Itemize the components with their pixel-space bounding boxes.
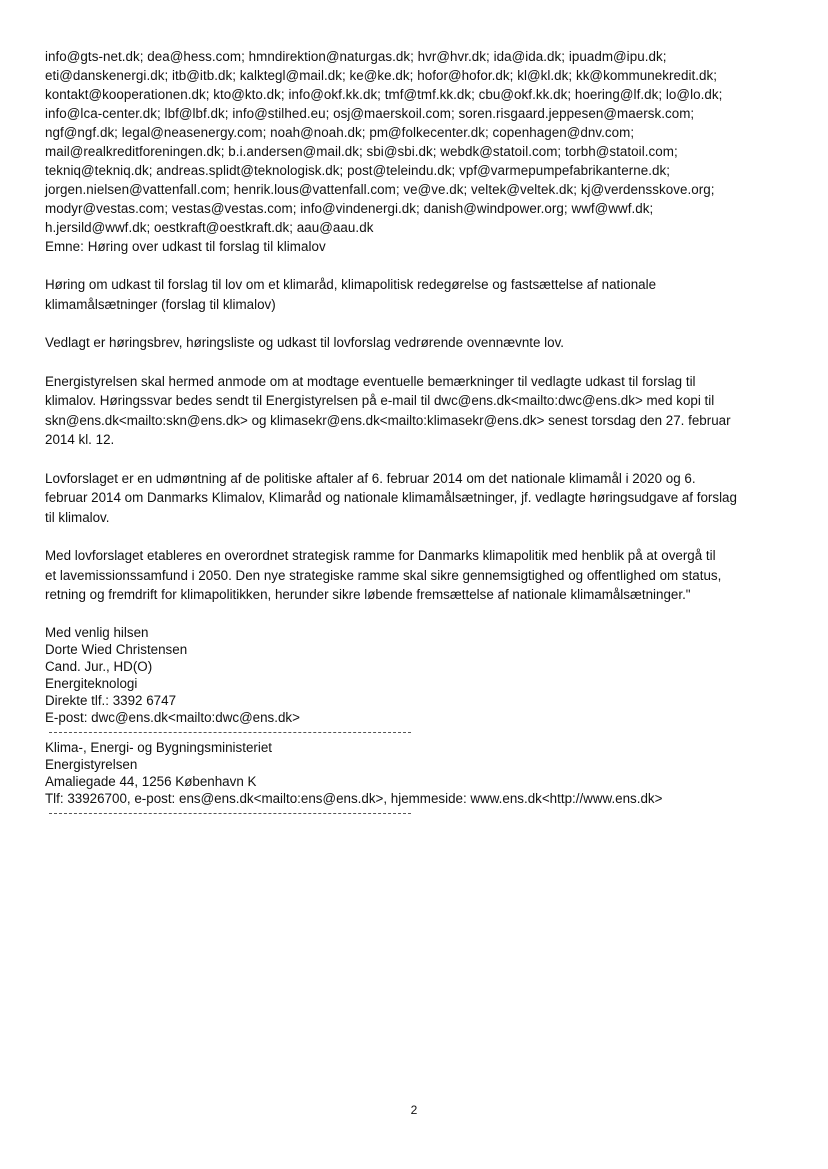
paragraph-heading bbox=[45, 275, 790, 314]
divider bbox=[49, 732, 411, 733]
signature-line: Energiteknologi bbox=[45, 675, 138, 691]
paragraph-line: Vedlagt er høringsbrev, høringsliste og udkast til lovforslag vedrørende ovennævnte lov. bbox=[45, 335, 565, 350]
recipients-line: ngf@ngf.dk; legal@neasenergy.com; noah@noah.dk; pm@folkecenter.dk; copenhagen@dnv.com; bbox=[45, 125, 635, 140]
divider bbox=[49, 813, 411, 814]
paragraph-line: Med lovforslaget etableres en overordnet strategisk ramme for Danmarks klimapolitik med henblik på at overgå til bbox=[45, 548, 716, 563]
paragraph-line: februar 2014 om Danmarks Klimalov, Klimaråd og nationale klimamålsætninger, jf. vedlagte høringsudgave af forslag bbox=[45, 490, 737, 505]
paragraph-line: skn@ens.dk<mailto:skn@ens.dk> og klimasekr@ens.dk<mailto:klimasekr@ens.dk> senest torsdag den 27. februar bbox=[45, 412, 731, 428]
signature-line: E-post: dwc@ens.dk<mailto:dwc@ens.dk> bbox=[45, 709, 300, 725]
signature-line: Direkte tlf.: 3392 6747 bbox=[45, 692, 177, 708]
paragraph-line: Høring om udkast til forslag til lov om et klimaråd, klimapolitisk redegørelse og fastsættelse af nationale bbox=[45, 277, 657, 292]
organization-line: Energistyrelsen bbox=[45, 756, 138, 772]
document-page bbox=[45, 47, 790, 820]
signature-line: Cand. Jur., HD(O) bbox=[45, 658, 153, 674]
signature-line: Med venlig hilsen bbox=[45, 624, 149, 640]
organization-block bbox=[45, 739, 790, 807]
paragraph-line: klimamålsætninger (forslag til klimalov) bbox=[45, 296, 276, 312]
recipients-line: modyr@vestas.com; vestas@vestas.com; info@vindenergi.dk; danish@windpower.org; wwf@wwf.dk; bbox=[45, 201, 654, 216]
recipients-line: info@gts-net.dk; dea@hess.com; hmndirektion@naturgas.dk; hvr@hvr.dk; ida@ida.dk; ipuadm@ipu.dk; bbox=[45, 49, 667, 64]
organization-line: Amaliegade 44, 1256 København K bbox=[45, 773, 257, 789]
recipients-block bbox=[45, 47, 790, 256]
paragraph-line: et lavemissionssamfund i 2050. Den nye strategiske ramme skal sikre gennemsigtighed og offentlighed om status, bbox=[45, 567, 722, 583]
signature-block bbox=[45, 624, 790, 726]
paragraph-line: klimalov. Høringssvar bedes sendt til Energistyrelsen på e-mail til dwc@ens.dk<mailto:dwc@ens.dk> med kopi til bbox=[45, 393, 715, 408]
paragraph-request bbox=[45, 372, 790, 450]
paragraph-line: retning og fremdrift for klimapolitikken, herunder sikre løbende fremsættelse af nationale klimamålsætninger." bbox=[45, 587, 691, 602]
recipients-line: h.jersild@wwf.dk; oestkraft@oestkraft.dk; aau@aau.dk bbox=[45, 220, 374, 235]
paragraph-line: Lovforslaget er en udmøntning af de politiske aftaler af 6. februar 2014 om det nationale klimamål i 2020 og 6. bbox=[45, 470, 696, 486]
organization-line: Klima-, Energi- og Bygningsministeriet bbox=[45, 739, 272, 755]
recipients-line: info@lca-center.dk; lbf@lbf.dk; info@stilhed.eu; osj@maerskoil.com; soren.risgaard.jeppesen@maersk.com; bbox=[45, 106, 695, 121]
subject-line: Emne: Høring over udkast til forslag til klimalov bbox=[45, 239, 326, 254]
recipients-line: jorgen.nielsen@vattenfall.com; henrik.lous@vattenfall.com; ve@ve.dk; veltek@veltek.dk; kj@verdensskove.org; bbox=[45, 182, 715, 197]
page-number: 2 bbox=[410, 1103, 418, 1117]
paragraph-line: til klimalov. bbox=[45, 509, 110, 525]
paragraph-line: 2014 kl. 12. bbox=[45, 432, 115, 447]
signature-line: Dorte Wied Christensen bbox=[45, 641, 188, 657]
paragraph-framework bbox=[45, 546, 790, 605]
paragraph-attachments bbox=[45, 333, 790, 353]
paragraph-background bbox=[45, 469, 790, 528]
paragraph-line: Energistyrelsen skal hermed anmode om at modtage eventuelle bemærkninger til vedlagte udkast til forslag til bbox=[45, 373, 696, 389]
recipients-line: mail@realkreditforeningen.dk; b.i.andersen@mail.dk; sbi@sbi.dk; webdk@statoil.com; torbh@statoil.com; bbox=[45, 144, 678, 159]
recipients-line: eti@danskenergi.dk; itb@itb.dk; kalktegl@mail.dk; ke@ke.dk; hofor@hofor.dk; kl@kl.dk; kk@kommunekredit.dk; bbox=[45, 68, 718, 83]
organization-line: Tlf: 33926700, e-post: ens@ens.dk<mailto:ens@ens.dk>, hjemmeside: www.ens.dk<http://www.ens.dk> bbox=[45, 790, 663, 806]
recipients-line: kontakt@kooperationen.dk; kto@kto.dk; info@okf.kk.dk; tmf@tmf.kk.dk; cbu@okf.kk.dk; hoering@lf.dk; lo@lo.dk; bbox=[45, 87, 723, 102]
recipients-line: tekniq@tekniq.dk; andreas.splidt@teknologisk.dk; post@teleindu.dk; vpf@varmepumpefabrikanterne.dk; bbox=[45, 163, 670, 178]
